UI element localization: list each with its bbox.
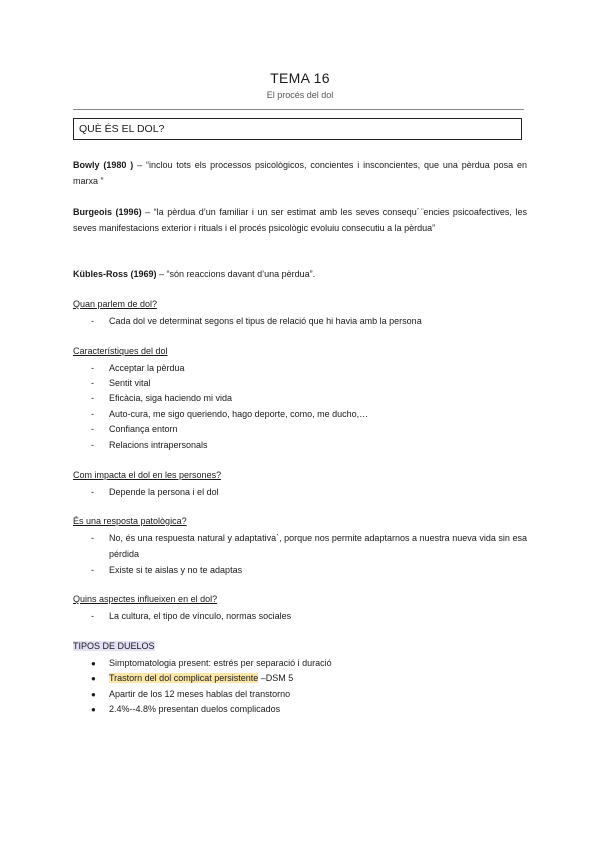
- definition-author: Kübles-Ross (1969): [73, 269, 157, 279]
- dash-marker: -: [91, 533, 94, 543]
- tipos-heading-text: TIPOS DE DUELOS: [73, 641, 155, 651]
- definition-author: Burgeois (1996): [73, 207, 142, 217]
- bullet-dot: ●: [91, 659, 96, 668]
- section-heading: Com impacta el dol en les persones?: [73, 470, 222, 480]
- definition-bowly: [73, 158, 527, 189]
- dash-marker: -: [91, 424, 94, 434]
- section-heading: Quan parlem de dol?: [73, 299, 158, 309]
- definition-author: Bowly (1980 ): [73, 160, 134, 170]
- section-heading: És una resposta patològica?: [73, 516, 187, 526]
- page-title: TEMA 16: [270, 70, 330, 86]
- definition-burgeois: [73, 205, 527, 236]
- bullet-dot: ●: [91, 674, 96, 683]
- section-box-heading: QUÈ ÉS EL DOL?: [73, 118, 522, 140]
- definition-text: – “són reaccions davant d’una pèrdua”.: [159, 269, 316, 279]
- dash-marker: -: [91, 316, 94, 326]
- definition-text: – “la pèrdua d’un familiar i un ser estimat amb les seves consequ´ ̈encies psicoafectives, les seves manifestacions exterior i rituals i el procés psicològic evoluiu consecutiu a la pèrdua”: [73, 207, 527, 233]
- dash-marker: -: [91, 487, 94, 497]
- page-subtitle: El procés del dol: [266, 90, 334, 100]
- dash-marker: -: [91, 409, 94, 419]
- dash-marker: -: [91, 378, 94, 388]
- dash-marker: -: [91, 565, 94, 575]
- document-page: TEMA 16 El procés del dol QUÈ ÉS EL DOL? Bowly (1980 ) – “inclou tots els processos psicològicos, concientes i insconcientes, que una pèrdua posa en marxa ” Burgeois (1996) – “la pèrdua d’un familiar i un ser estimat amb les seves consequ´ ̈encies psicoafectives, les seves manifestacions exterior i rituals i el procés psicològic evoluiu consecutiu a la pèrdua” Kübles-Ross (1969) – “són reaccions davant d’una pèrdua”. Quan parlem de dol? - Cada dol ve determinat segons el tipus de relació que hi havia amb la persona Característiques del dol - Acceptar la pèrdua - Sentit vital - Eficàcia, siga haciendo mi vida - Auto-cura, me sigo queriendo, hago deporte, como, me ducho,… - Confiança entorn - Relacions intrapersonals Com impacta el dol en les persones? - Depende la persona i el dol És una resposta patològica? - No, és una respuesta natural y adaptativa`, porque nos permite adaptarnos a nuestra nueva vida sin esa pérdida - Existe si te aislas y no te adaptas Quins aspectes influeixen en el dol? - La cultura, el tipo de vínculo, normas sociales TIPOS DE DUELOS ● Simptomatologia present: estrés per separació i duració ● Trastorn del dol complicat persistente –DSM 5 ● Apartir de los 12 meses hablas del transtorno ● 2.4%--4.8% presentan duelos complicados: [0, 0, 600, 848]
- dash-marker: -: [91, 611, 94, 621]
- dash-marker: -: [91, 393, 94, 403]
- dash-marker: -: [91, 440, 94, 450]
- definition-kubler-ross: [73, 267, 527, 283]
- header-divider: [73, 109, 524, 110]
- bullet-dot: ●: [91, 690, 96, 699]
- highlighted-term: Trastorn del dol complicat persistente: [109, 673, 259, 683]
- section-heading: Quins aspectes influeixen en el dol?: [73, 594, 218, 604]
- dash-marker: -: [91, 363, 94, 373]
- tipos-heading: [73, 641, 155, 651]
- bullet-dot: ●: [91, 705, 96, 714]
- section-heading: Característiques del dol: [73, 346, 168, 356]
- definition-text: – “inclou tots els processos psicològicos, concientes i insconcientes, que una pèrdua posa en marxa ”: [73, 160, 527, 186]
